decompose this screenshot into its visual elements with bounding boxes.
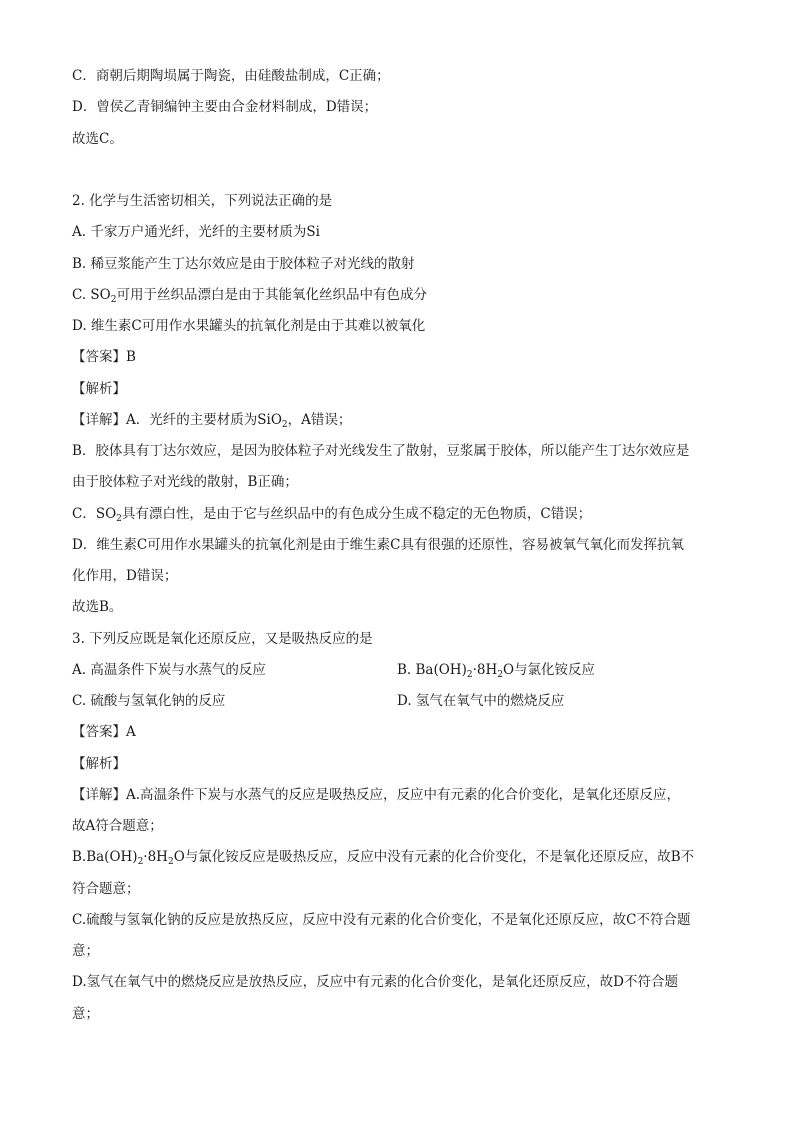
prev-answer-d: D．曾侯乙青铜编钟主要由合金材料制成，D错误； [72, 99, 378, 115]
q3-detail-d-line2: 意； [72, 1006, 99, 1022]
q3-stem: 3. 下列反应既是氧化还原反应，又是吸热反应的是 [72, 631, 373, 647]
q2-option-b: B. 稀豆浆能产生丁达尔效应是由于胶体粒子对光线的散射 [72, 256, 415, 272]
q3-option-c: C. 硫酸与氢氧化钠的反应 [72, 693, 226, 709]
q2-option-d: D. 维生素C可用作水果罐头的抗氧化剂是由于其难以被氧化 [72, 318, 426, 334]
q2-detail-d-line1: D．维生素C可用作水果罐头的抗氧化剂是由于维生素C具有很强的还原性，容易被氧气氧化而发挥抗氧 [72, 537, 684, 553]
q3-detail-a-line2: 故A符合题意； [72, 818, 163, 834]
prev-answer-c: C．商朝后期陶埙属于陶瓷，由硅酸盐制成，C正确； [72, 68, 390, 84]
q3-option-b: B. $Ba(OH)_2\cdot 8H_2O$与氯化铵反应 [397, 662, 596, 680]
q3-answer: 【答案】A [72, 724, 136, 740]
q3-detail-d-line1: D.氢气在氧气中的燃烧反应是放热反应，反应中有元素的化合价变化，是氧化还原反应，故D不符合题 [72, 974, 678, 990]
q3-detail-b-line1: $B.Ba(OH)_2\cdot 8H_2O$与氯化铵反应是吸热反应，反应中没有元素的化合价变化，不是氧化还原反应，故B不 [72, 849, 695, 867]
q3-detail-c-line1: C.硫酸与氢氧化钠的反应是放热反应，反应中没有元素的化合价变化，不是氧化还原反应，故C不符合题 [72, 912, 691, 928]
q2-option-a: A. 千家万户通光纤，光纤的主要材质为Si [72, 224, 320, 240]
q2-detail-c: C．$SO_2$具有漂白性，是由于它与丝织品中的有色成分生成不稳定的无色物质，C错误； [72, 506, 592, 524]
q2-detail-a: 【详解】A．光纤的主要材质为SiO$_2$，A错误； [72, 412, 352, 430]
q2-answer: 【答案】B [72, 349, 136, 365]
q3-option-a: A. 高温条件下炭与水蒸气的反应 [72, 662, 266, 678]
q3-analysis-heading: 【解析】 [72, 756, 126, 772]
q3-detail-b-line2: 符合题意； [72, 881, 140, 897]
q3-option-d: D. 氢气在氧气中的燃烧反应 [397, 693, 565, 709]
prev-conclusion: 故选C。 [72, 131, 123, 147]
q2-detail-b-line2: 由于胶体粒子对光线的散射，B正确； [72, 474, 298, 490]
q2-detail-b-line1: B．胶体具有丁达尔效应，是因为胶体粒子对光线发生了散射，豆浆属于胶体，所以能产生丁达尔效应是 [72, 443, 690, 459]
q2-stem: 2. 化学与生活密切相关，下列说法正确的是 [72, 193, 333, 209]
q2-detail-d-line2: 化作用，D错误； [72, 568, 178, 584]
q3-detail-c-line2: 意； [72, 943, 99, 959]
q2-option-c: C. $SO_2$可用于丝织品漂白是由于其能氧化丝织品中有色成分 [72, 287, 427, 305]
q3-detail-a-line1: 【详解】A.高温条件下炭与水蒸气的反应是吸热反应，反应中有元素的化合价变化，是氧化还原反应， [72, 787, 681, 803]
q2-analysis-heading: 【解析】 [72, 381, 126, 397]
q2-conclusion: 故选B。 [72, 599, 123, 615]
